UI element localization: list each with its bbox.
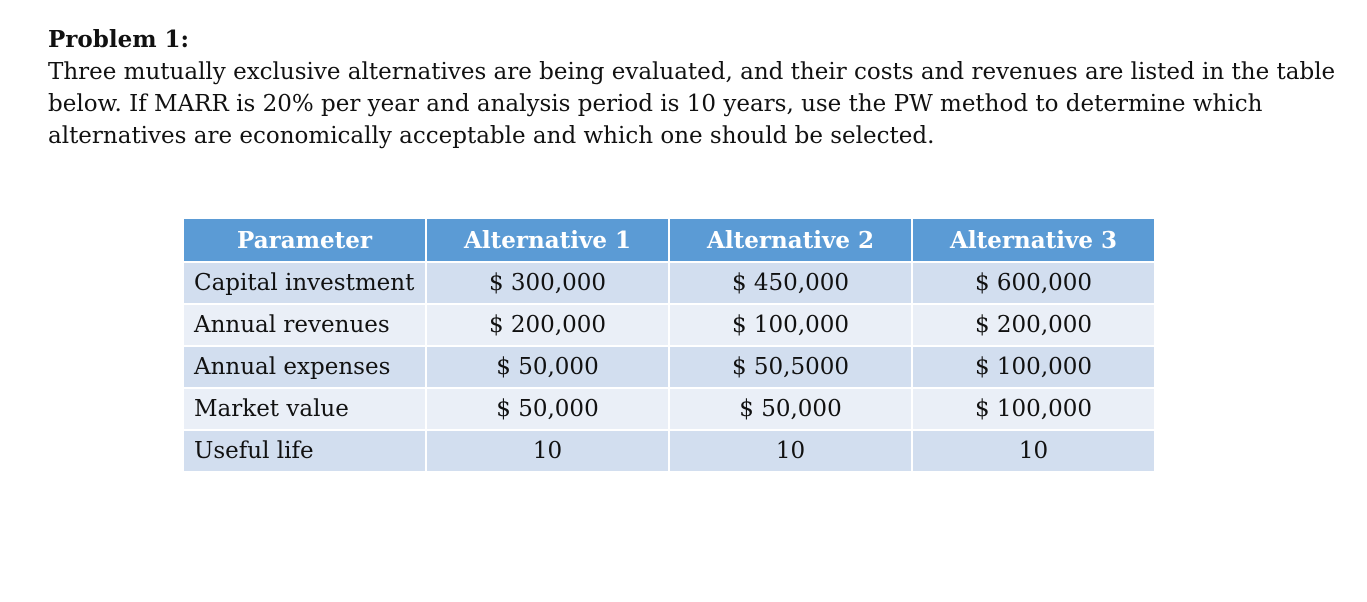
row-label-market-value: Market value bbox=[183, 388, 426, 430]
cell-value: 10 bbox=[669, 430, 912, 472]
cell-value: $ 50,000 bbox=[669, 388, 912, 430]
row-label-annual-expenses: Annual expenses bbox=[183, 346, 426, 388]
problem-text-line: below. If MARR is 20% per year and analysis period is 10 years, use the PW method to determine which bbox=[48, 91, 1263, 117]
cell-value: $ 50,5000 bbox=[669, 346, 912, 388]
cell-value: $ 100,000 bbox=[912, 388, 1155, 430]
cell-value: $ 600,000 bbox=[912, 262, 1155, 304]
problem-statement bbox=[48, 24, 1338, 152]
row-label-annual-revenues: Annual revenues bbox=[183, 304, 426, 346]
problem-title: Problem 1: bbox=[48, 26, 190, 53]
cell-value: $ 200,000 bbox=[426, 304, 669, 346]
header-alternative-2: Alternative 2 bbox=[669, 218, 912, 262]
cell-value: $ 100,000 bbox=[669, 304, 912, 346]
cell-value: $ 100,000 bbox=[912, 346, 1155, 388]
header-alternative-1: Alternative 1 bbox=[426, 218, 669, 262]
problem-text-line: alternatives are economically acceptable and which one should be selected. bbox=[48, 123, 935, 149]
table-row bbox=[183, 346, 1155, 388]
cell-value: $ 450,000 bbox=[669, 262, 912, 304]
row-label-capital-investment: Capital investment bbox=[183, 262, 426, 304]
row-label-useful-life: Useful life bbox=[183, 430, 426, 472]
cell-value: 10 bbox=[912, 430, 1155, 472]
header-alternative-3: Alternative 3 bbox=[912, 218, 1155, 262]
table-row bbox=[183, 304, 1155, 346]
cell-value: $ 300,000 bbox=[426, 262, 669, 304]
table-row bbox=[183, 430, 1155, 472]
header-parameter: Parameter bbox=[183, 218, 426, 262]
cell-value: $ 200,000 bbox=[912, 304, 1155, 346]
table-header-row bbox=[183, 218, 1155, 262]
cell-value: $ 50,000 bbox=[426, 388, 669, 430]
table-row bbox=[183, 388, 1155, 430]
cell-value: 10 bbox=[426, 430, 669, 472]
cell-value: $ 50,000 bbox=[426, 346, 669, 388]
alternatives-table bbox=[182, 217, 1156, 473]
table-row bbox=[183, 262, 1155, 304]
problem-text-line: Three mutually exclusive alternatives are being evaluated, and their costs and revenues are listed in the table bbox=[48, 59, 1336, 85]
